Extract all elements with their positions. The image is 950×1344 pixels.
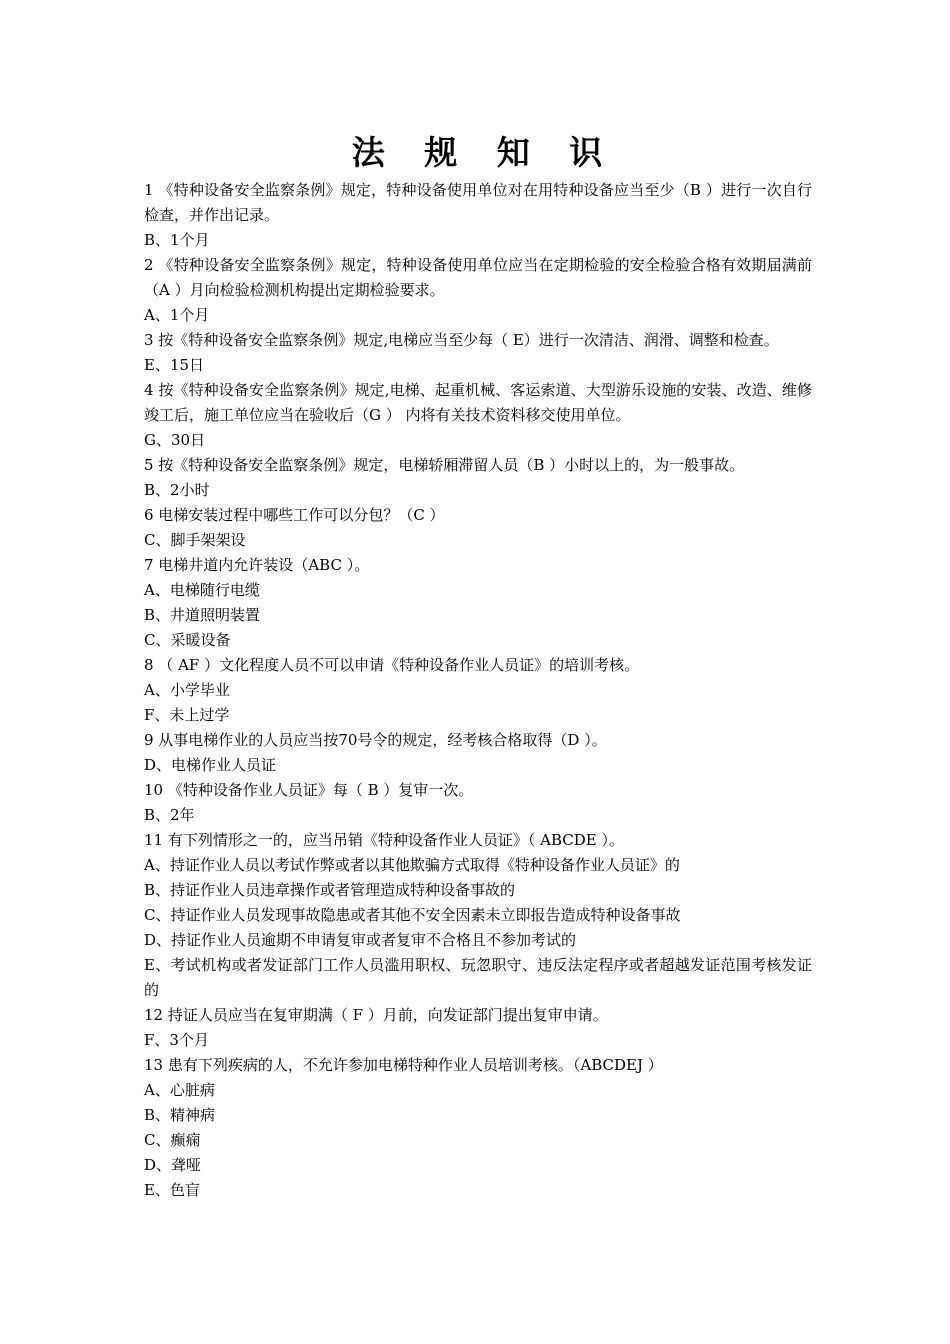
answer-7-c: C、采暖设备 xyxy=(144,631,231,649)
question-6: 6 电梯安装过程中哪些工作可以分包？（C ） xyxy=(144,506,445,524)
answer-7-b: B、井道照明装置 xyxy=(144,606,261,624)
answer-10: B、2年 xyxy=(144,806,195,824)
answer-11-e: E、考试机构或者发证部门工作人员滥用职权、玩忽职守、违反法定程序或者超越发证范围考核发证的 xyxy=(144,956,812,999)
question-13: 13 患有下列疾病的人，不允许参加电梯特种作业人员培训考核。（ABCDEJ ） xyxy=(144,1056,663,1074)
question-1: 1 《特种设备安全监察条例》规定，特种设备使用单位对在用特种设备应当至少（B ）进行一次自行检查，并作出记录。 xyxy=(144,181,812,224)
answer-13-d: D、聋哑 xyxy=(144,1156,202,1174)
question-8: 8 （ AF ）文化程度人员不可以申请《特种设备作业人员证》的培训考核。 xyxy=(144,656,640,674)
answer-5: B、2小时 xyxy=(144,481,210,499)
answer-7-a: A、电梯随行电缆 xyxy=(144,581,260,599)
answer-13-a: A、心脏病 xyxy=(144,1081,215,1099)
question-9: 9 从事电梯作业的人员应当按70号令的规定，经考核合格取得（D ）。 xyxy=(144,731,607,749)
answer-11-a: A、持证作业人员以考试作弊或者以其他欺骗方式取得《特种设备作业人员证》的 xyxy=(144,856,680,874)
answer-8-a: A、小学毕业 xyxy=(144,681,230,699)
question-7: 7 电梯井道内允许装设（ABC ）。 xyxy=(144,556,370,574)
answer-4: G、30日 xyxy=(144,431,206,449)
question-10: 10 《特种设备作业人员证》每（ B ）复审一次。 xyxy=(144,781,474,799)
answer-2: A、1个月 xyxy=(144,306,210,324)
answer-13-c: C、癫痫 xyxy=(144,1131,201,1149)
answer-13-e: E、色盲 xyxy=(144,1181,200,1199)
question-5: 5 按《特种设备安全监察条例》规定，电梯轿厢滞留人员（B ）小时以上的，为一般事故。 xyxy=(144,456,745,474)
answer-12: F、3个月 xyxy=(144,1031,209,1049)
answer-11-b: B、持证作业人员违章操作或者管理造成特种设备事故的 xyxy=(144,881,516,899)
document-page xyxy=(144,130,812,1203)
answer-6: C、脚手架架设 xyxy=(144,531,246,549)
answer-9: D、电梯作业人员证 xyxy=(144,756,277,774)
question-12: 12 持证人员应当在复审期满（ F ）月前，向发证部门提出复审申请。 xyxy=(144,1006,608,1024)
page-title: 法 规 知 识 xyxy=(351,133,617,172)
answer-8-f: F、未上过学 xyxy=(144,706,230,724)
answer-11-c: C、持证作业人员发现事故隐患或者其他不安全因素未立即报告造成特种设备事故 xyxy=(144,906,681,924)
answer-3: E、15日 xyxy=(144,356,205,374)
answer-13-b: B、精神病 xyxy=(144,1106,216,1124)
answer-11-d: D、持证作业人员逾期不申请复审或者复审不合格且不参加考试的 xyxy=(144,931,577,949)
answer-1: B、1个月 xyxy=(144,231,210,249)
question-11: 11 有下列情形之一的，应当吊销《特种设备作业人员证》（ ABCDE ）。 xyxy=(144,831,624,849)
question-3: 3 按《特种设备安全监察条例》规定,电梯应当至少每（ E）进行一次清洁、润滑、调整和检查。 xyxy=(144,331,779,349)
question-4: 4 按《特种设备安全监察条例》规定,电梯、起重机械、客运索道、大型游乐设施的安装、改造、维修竣工后，施工单位应当在验收后（G ） 内将有关技术资料移交使用单位。 xyxy=(144,381,812,424)
question-2: 2 《特种设备安全监察条例》规定，特种设备使用单位应当在定期检验的安全检验合格有效期届满前（A ）月向检验检测机构提出定期检验要求。 xyxy=(144,256,812,299)
